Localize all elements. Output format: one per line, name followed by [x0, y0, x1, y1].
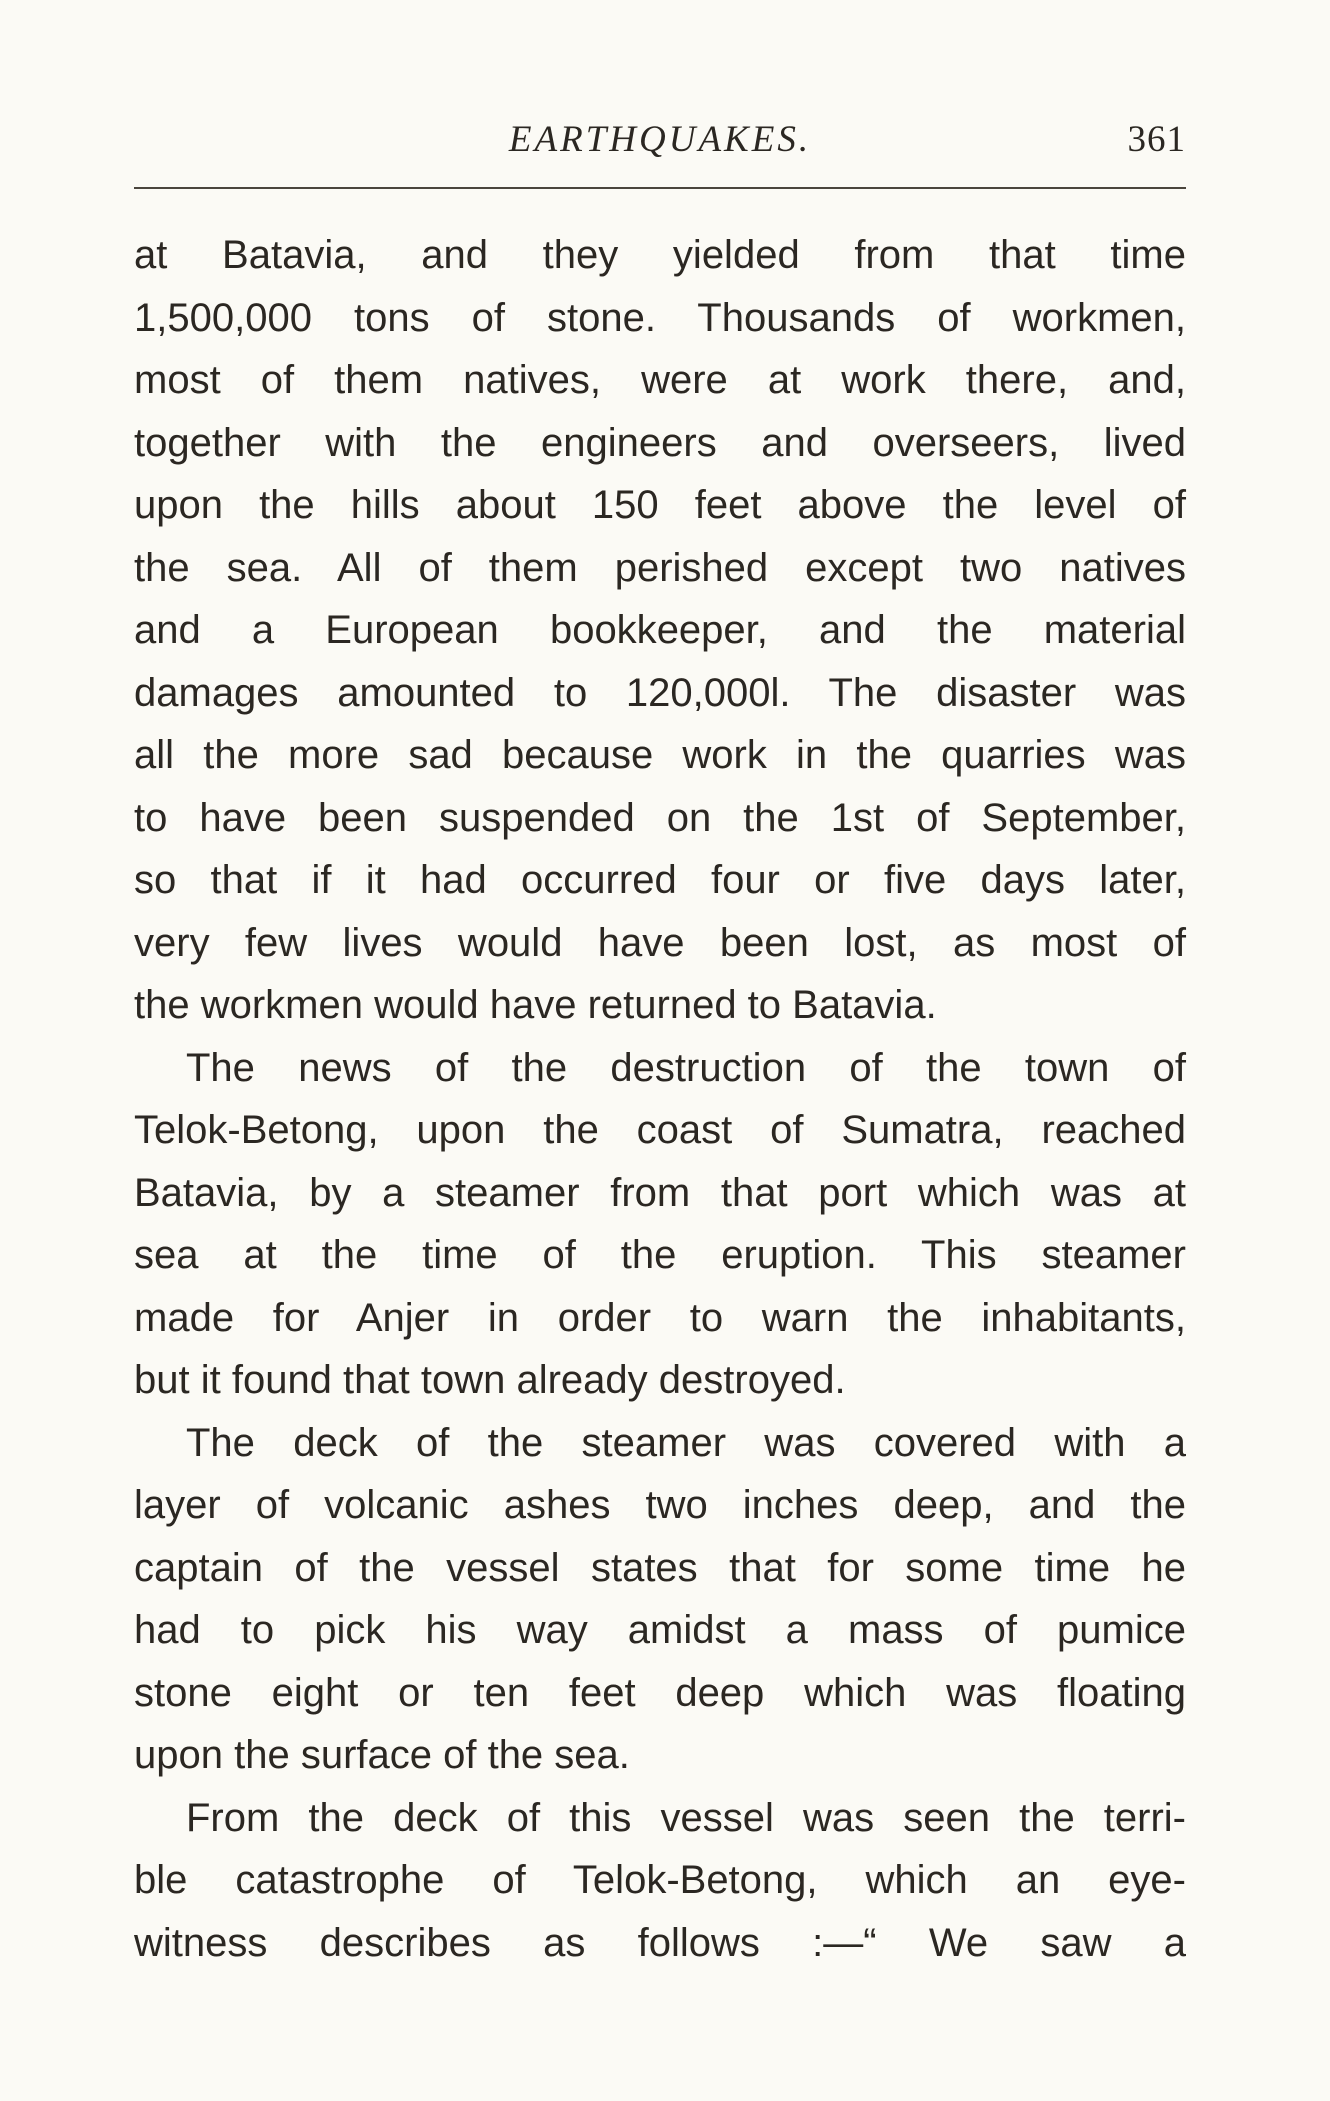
paragraph-3 [134, 1412, 1186, 1787]
text-line: the sea. All of them perished except two natives [134, 545, 1186, 590]
body-text [134, 224, 1186, 1974]
text-line: had to pick his way amidst a mass of pumice [134, 1608, 1186, 1652]
running-head [134, 118, 1186, 168]
text-line: upon the surface of the sea. [134, 1733, 630, 1777]
text-line: Telok-Betong, upon the coast of Sumatra, reached [134, 1108, 1186, 1152]
paragraph-4 [134, 1787, 1186, 1975]
text-line: made for Anjer in order to warn the inhabitants, [134, 1295, 1186, 1340]
text-line: very few lives would have been lost, as most of [134, 920, 1186, 965]
text-line: captain of the vessel states that for some time he [134, 1545, 1186, 1590]
text-line: sea at the time of the eruption. This steamer [134, 1233, 1186, 1277]
text-line: 1,500,000 tons of stone. Thousands of workmen, [134, 295, 1186, 340]
running-title: EARTHQUAKES. [508, 119, 812, 160]
text-line: all the more sad because work in the quarries was [134, 733, 1186, 777]
page-number: 361 [1127, 119, 1186, 160]
text-line: together with the engineers and overseers, lived [134, 420, 1186, 465]
text-line: damages amounted to 120,000l. The disaster was [134, 670, 1186, 715]
text-line: to have been suspended on the 1st of September, [134, 795, 1186, 840]
text-line: and a European bookkeeper, and the material [134, 608, 1186, 652]
text-line: From the deck of this vessel was seen the terri- [186, 1795, 1186, 1840]
text-line: so that if it had occurred four or five days later, [134, 858, 1186, 902]
paragraph-1 [134, 224, 1186, 1037]
text-line: ble catastrophe of Telok-Betong, which an eye- [134, 1858, 1186, 1902]
paragraph-2 [134, 1037, 1186, 1412]
text-line: The news of the destruction of the town of [186, 1045, 1186, 1090]
header-rule [134, 187, 1186, 189]
text-line: layer of volcanic ashes two inches deep, and the [134, 1483, 1186, 1527]
text-line: upon the hills about 150 feet above the level of [134, 483, 1186, 527]
text-line: stone eight or ten feet deep which was floating [134, 1670, 1186, 1715]
text-line: at Batavia, and they yielded from that time [134, 233, 1186, 277]
text-line: The deck of the steamer was covered with a [186, 1420, 1186, 1465]
text-line: witness describes as follows :—“ We saw a [134, 1920, 1186, 1965]
text-line: the workmen would have returned to Batavia. [134, 983, 937, 1027]
text-line: but it found that town already destroyed. [134, 1358, 846, 1402]
text-line: Batavia, by a steamer from that port which was at [134, 1170, 1186, 1215]
text-line: most of them natives, were at work there, and, [134, 358, 1186, 402]
